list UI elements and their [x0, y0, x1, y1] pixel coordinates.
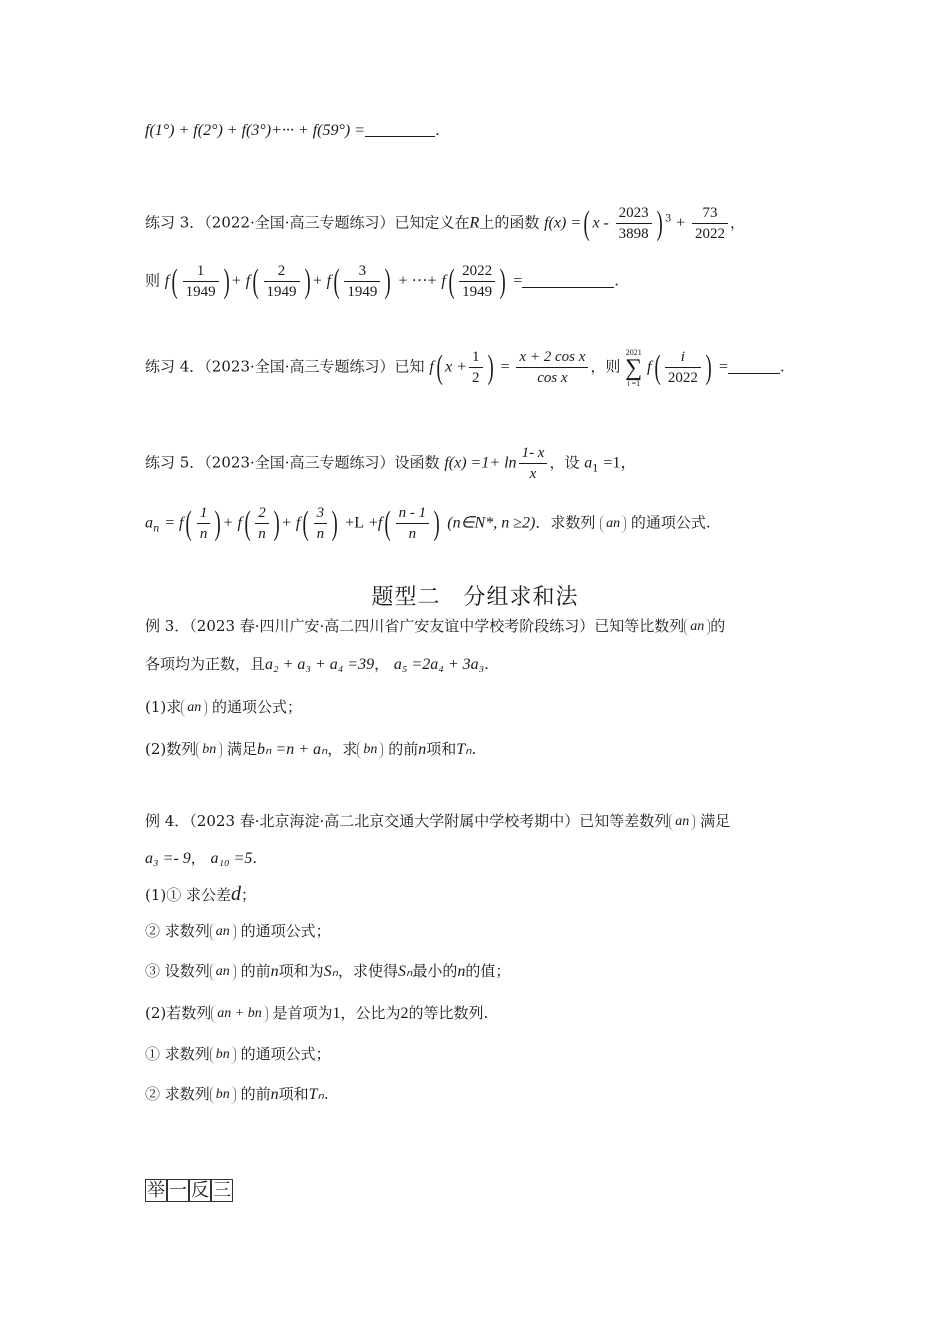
summation-symbol: 2021 ∑ i =1 [625, 347, 643, 388]
fraction-rhs: $\frac{\text{x + 2 cos x}}{\text{cos x}}$ [516, 347, 588, 388]
fraction-i-2022: $\frac{i}{2022}$ [665, 347, 701, 388]
example-3-question-2: (2)数列 bn 满足bₙ =n + aₙ，求 bn 的前n项和Tₙ. [145, 740, 477, 758]
exercise-5-label: 练习 5．（2023·全国·高三专题练习）设函数 [145, 453, 440, 472]
example-4-part-1-3: ③ 设数列 an 的前n项和为Sₙ，求使得Sₙ最小的n的值； [145, 962, 511, 980]
fraction-term: $\frac{2}{n}$ [255, 503, 269, 544]
boxed-char: 三 [213, 1180, 231, 1201]
example-3-question-1: (1)求 an 的通项公式； [145, 698, 303, 716]
fraction-term: $\frac{1}{n}$ [197, 503, 211, 544]
example-4-part-1-1: (1)① 求公差d； [145, 883, 257, 905]
example-4-line-2: a₃ =- 9， a₁₀ =5. [145, 849, 258, 867]
fraction-term: $\frac{n - 1}{n}$ [396, 503, 430, 544]
sequence-brace: bn [196, 741, 222, 759]
exercise-3-line-1: 练习 3．（2022·全国·高三专题练习）已知定义在R上的函数 f(x) =( x - $\frac{2023}{3898}$ ) $^3$ + $\frac{73}{2022}$ ， [145, 204, 745, 242]
exercise-4-line: 练习 4．（2023·全国·高三专题练习）已知 f( x + $\frac{1}{2}$ ) = $\frac{\text{x + 2 cos x}}{\text{cos x}}$ ，则 2021 ∑ i =1 f( $\frac{i}{2022}$ ) = . [145, 347, 785, 388]
fraction-term: $\frac{3}{n}$ [314, 503, 328, 544]
fraction-73-2022: $\frac{73}{2022}$ [692, 203, 728, 244]
answer-blank [365, 120, 435, 137]
sequence-brace: an [669, 813, 695, 831]
fraction-term: $\frac{1}{1949}$ [183, 261, 219, 302]
sequence-brace: an [600, 515, 626, 533]
answer-blank [728, 357, 780, 374]
exercise-5-line-1: 练习 5．（2023·全国·高三专题练习）设函数 f(x) =1+ ln $\frac{1- x}{x}$ ，设 $a_1 =1$， [145, 445, 637, 482]
example-4-part-2: (2)若数列 an + bn 是首项为1，公比为2的等比数列. [145, 1004, 489, 1022]
example-3-label: 例 3．（2023 春·四川广安·高二四川省广安友谊中学校考阶段练习）已知等比数列 [145, 617, 685, 635]
example-3-line-2: 各项均为正数，且a₂ + a₃ + a₄ =39， a₅ =2a₄ + 3a₃. [145, 655, 489, 673]
fraction-2023-3898: $\frac{2023}{3898}$ [616, 203, 652, 244]
exercise-3-label: 练习 3．（2022·全国·高三专题练习）已知定义在 [145, 213, 470, 232]
exercise-5-line-2: $a_n = f$( $\frac{1}{n}$ ) + f( $\frac{2}{n}$ ) + f( $\frac{3}{n}$ ) +L +f( $\frac{n - 1}{n}$ ) (n∈N*, n ≥2)．求数列 an 的通项公式. [145, 504, 711, 542]
example-4-part-1-2: ② 求数列 an 的通项公式； [145, 922, 331, 940]
boxed-char: 举 [147, 1180, 165, 1201]
boxed-char: 一 [169, 1180, 187, 1201]
sequence-brace: an [684, 618, 710, 636]
sequence-brace: an [210, 963, 236, 981]
fraction-term: $\frac{2022}{1949}$ [459, 261, 495, 302]
sequence-brace: bn [210, 1086, 236, 1104]
sequence-brace: bn [210, 1046, 236, 1064]
example-3-line-1: 例 3．（2023 春·四川广安·高二四川省广安友谊中学校考阶段练习）已知等比数列 an 的 [145, 617, 726, 635]
example-4-line-1: 例 4．（2023 春·北京海淀·高二北京交通大学附属中学校考期中）已知等差数列 an 满足 [145, 812, 731, 830]
example-4-part-2-2: ② 求数列 bn 的前n项和Tₙ. [145, 1085, 329, 1103]
intro-equation: f(1°) + f(2°) + f(3°)+··· + f(59°) = . [145, 121, 440, 139]
sequence-brace: an + bn [211, 1005, 267, 1023]
example-4-label: 例 4．（2023 春·北京海淀·高二北京交通大学附属中学校考期中）已知等差数列 [145, 812, 670, 830]
sequence-brace: bn [357, 741, 383, 759]
fraction-ln-arg: $\frac{1- x}{x}$ [519, 443, 548, 484]
boxed-heading [145, 1176, 233, 1202]
sequence-brace: an [210, 923, 236, 941]
exercise-3-line-2: 则 f( $\frac{1}{1949}$ ) + f( $\frac{2}{1949}$ ) + f( $\frac{3}{1949}$ ) + ···+ f( $\frac{2022}{1949}$ ) = . [145, 262, 620, 300]
fraction-term: $\frac{2}{1949}$ [264, 261, 300, 302]
fraction-half: $\frac{1}{2}$ [469, 347, 483, 388]
intro-expression: f(1°) + f(2°) + f(3°)+··· + f(59°) = [145, 122, 365, 139]
example-4-part-2-1: ① 求数列 bn 的通项公式； [145, 1045, 331, 1063]
fraction-term: $\frac{3}{1949}$ [344, 261, 380, 302]
sequence-brace: an [181, 699, 207, 717]
boxed-char: 反 [191, 1180, 209, 1201]
answer-blank [522, 271, 614, 288]
exercise-4-label: 练习 4．（2023·全国·高三专题练习）已知 [145, 357, 425, 376]
section-title: 题型二 分组求和法 [371, 585, 579, 610]
